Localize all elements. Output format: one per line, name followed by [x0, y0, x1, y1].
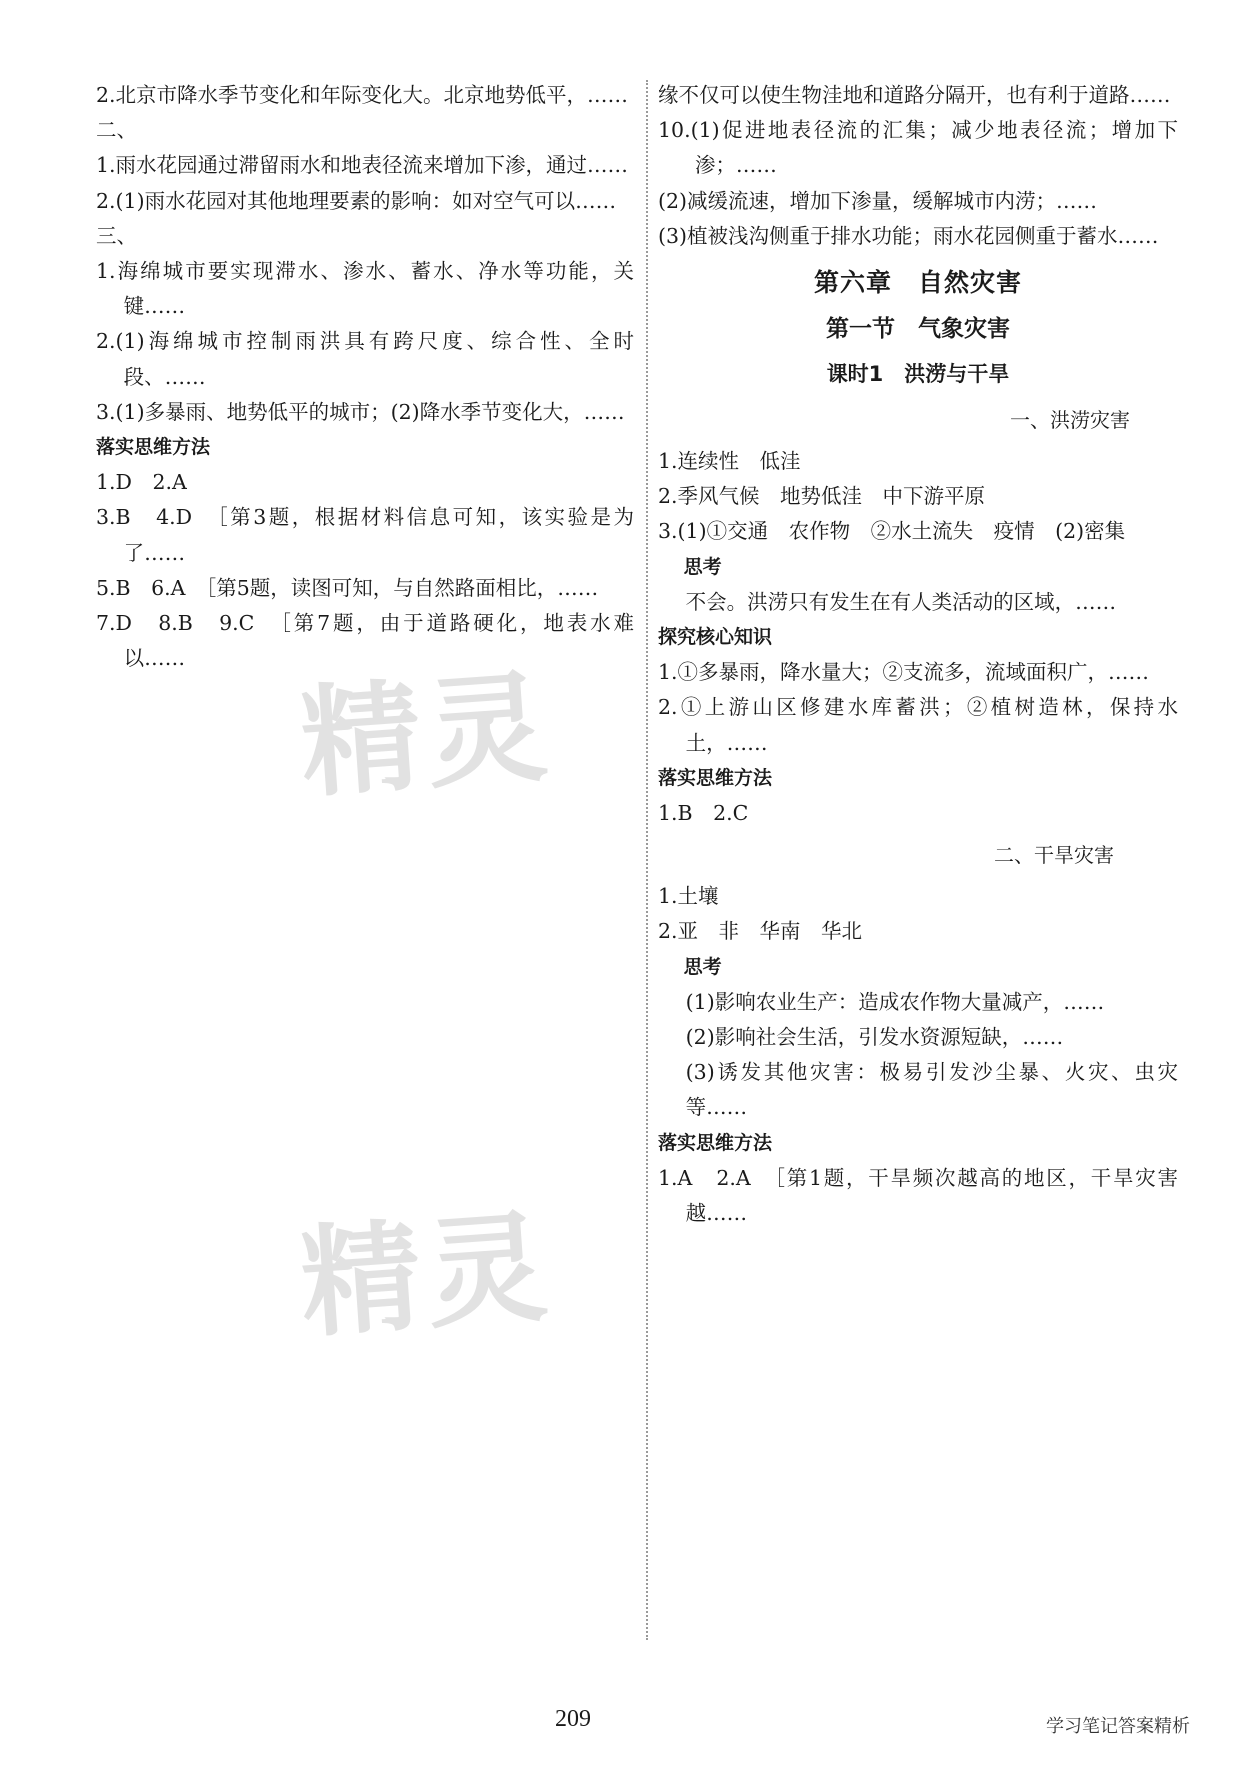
answer-paragraph: 1.海绵城市要实现滞水、渗水、蓄水、净水等功能，关键……	[96, 259, 634, 319]
page-number: 209	[555, 1706, 591, 1732]
answer-paragraph: 1.①多暴雨，降水量大；②支流多，流域面积广，……	[658, 660, 1150, 685]
answer-paragraph: 2.(1)海绵城市控制雨洪具有跨尺度、综合性、全时段、……	[96, 329, 634, 389]
answer-paragraph: 3.(1)多暴雨、地势低平的城市；(2)降水季节变化大，……	[96, 399, 625, 424]
method-heading: 落实思维方法	[658, 1131, 773, 1154]
answer-paragraph: 1.雨水花园通过滞留雨水和地表径流来增加下渗，通过……	[96, 153, 629, 178]
answer-line: 1.D 2.A	[96, 470, 187, 495]
answer-paragraph: 2.(1)雨水花园对其他地理要素的影响：如对空气可以……	[96, 188, 617, 213]
watermark-logo: 精灵	[296, 1198, 558, 1355]
answer-explanation: 7.D 8.B 9.C ［第7题，由于道路硬化，地表水难以……	[96, 611, 634, 671]
answer-paragraph: 2.①上游山区修建水库蓄洪；②植树造林，保持水土，……	[658, 695, 1178, 755]
left-column	[96, 78, 634, 676]
answer-line: 2.季风气候 地势低洼 中下游平原	[658, 484, 986, 509]
think-answer: 不会。洪涝只有发生在有人类活动的区域，……	[685, 589, 1117, 614]
answer-paragraph: (3)植被浅沟侧重于排水功能；雨水花园侧重于蓄水……	[658, 223, 1159, 248]
answer-explanation-continued: 缘不仅可以使生物洼地和道路分隔开，也有利于道路……	[658, 83, 1171, 107]
answer-line: 1.B 2.C	[658, 801, 749, 826]
right-column	[658, 78, 1178, 1231]
answer-line: 1.土壤	[658, 884, 719, 909]
subsection-title: 二、干旱灾害	[994, 843, 1114, 868]
answer-line: 2.亚 非 华南 华北	[658, 919, 863, 944]
chapter-title: 第六章 自然灾害	[813, 268, 1022, 298]
answer-paragraph: 2.北京市降水季节变化和年际变化大。北京地势低平，……	[96, 83, 629, 107]
core-knowledge-heading: 探究核心知识	[658, 626, 773, 649]
part-heading: 二、	[96, 118, 137, 143]
part-heading: 三、	[96, 223, 137, 248]
answer-line: 3.(1)①交通 农作物 ②水土流失 疫情 (2)密集	[658, 519, 1126, 544]
answer-explanation: 3.B 4.D ［第3题，根据材料信息可知，该实验是为了……	[96, 505, 634, 565]
think-heading: 思考	[683, 555, 722, 578]
method-heading: 落实思维方法	[96, 436, 211, 459]
subsection-title: 一、洪涝灾害	[1010, 408, 1130, 433]
think-answer: (3)诱发其他灾害：极易引发沙尘暴、火灾、虫灾等……	[685, 1060, 1178, 1120]
think-answer: (1)影响农业生产：造成农作物大量减产，……	[685, 989, 1105, 1014]
method-heading: 落实思维方法	[658, 766, 773, 789]
answer-paragraph: (2)减缓流速，增加下渗量，缓解城市内涝；……	[658, 188, 1098, 213]
answer-line: 1.连续性 低洼	[658, 449, 801, 474]
think-answer: (2)影响社会生活，引发水资源短缺，……	[685, 1025, 1064, 1050]
think-heading: 思考	[683, 955, 722, 978]
section-title: 第一节 气象灾害	[826, 316, 1010, 343]
answer-explanation: 5.B 6.A ［第5题，读图可知，与自然路面相比，……	[96, 575, 599, 600]
book-label: 学习笔记答案精析	[1046, 1716, 1190, 1737]
lesson-title: 课时1 洪涝与干旱	[826, 362, 1010, 387]
answer-explanation: 1.A 2.A ［第1题，干旱频次越高的地区，干旱灾害越……	[658, 1165, 1178, 1226]
column-divider	[646, 80, 648, 1640]
watermark-logo: 精灵	[296, 658, 558, 815]
answer-paragraph: 10.(1)促进地表径流的汇集；减少地表径流；增加下渗；……	[658, 118, 1178, 178]
